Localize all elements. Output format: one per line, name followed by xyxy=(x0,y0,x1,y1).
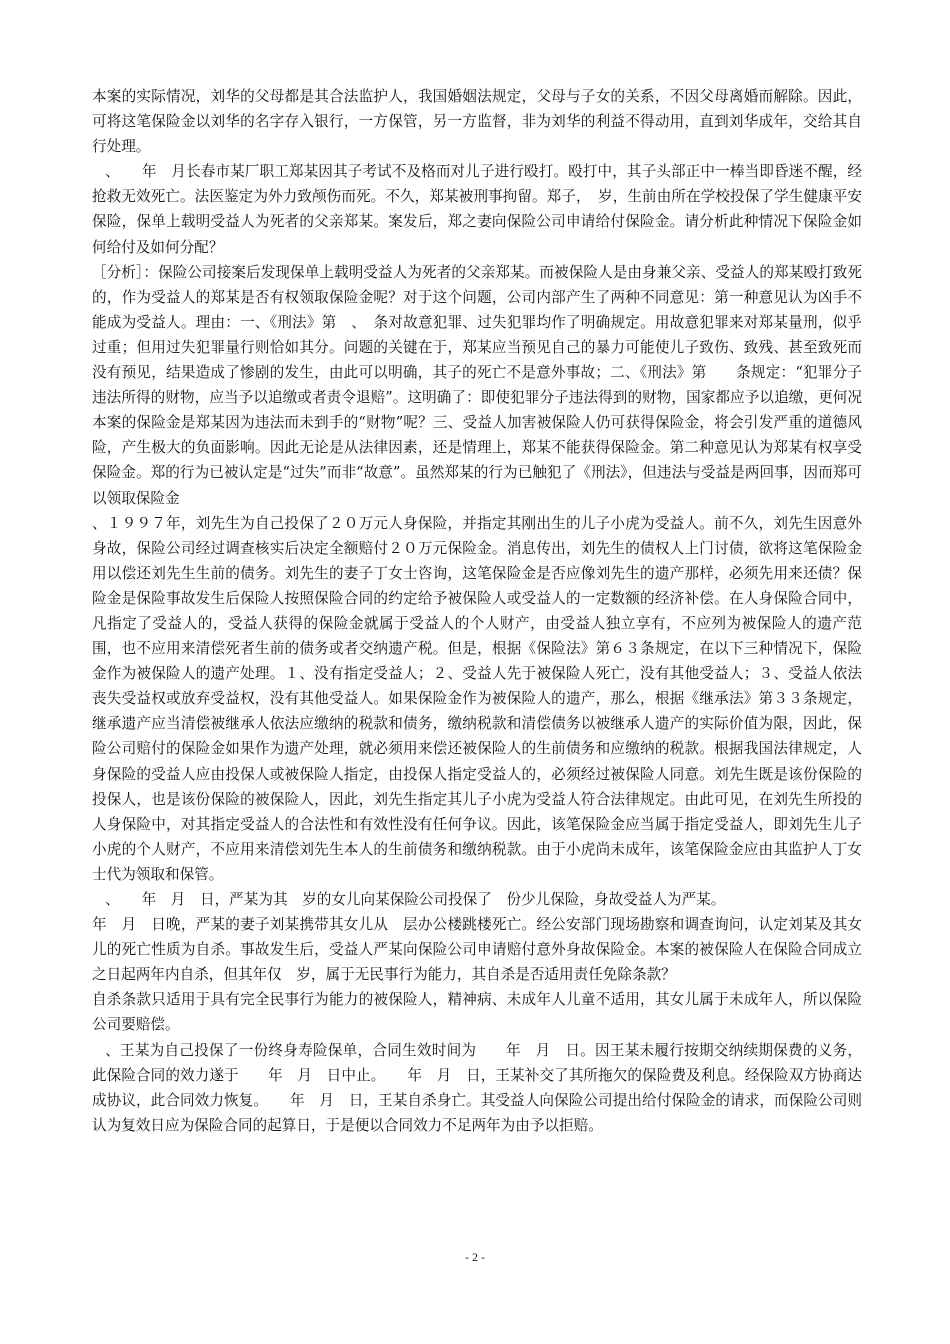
paragraph: 、 年 月长春市某厂职工郑某因其子考试不及格而对儿子进行殴打。殴打中，其子头部正中一棒当即昏迷不醒，经抢救无效死亡。法医鉴定为外力致颅伤而死。不久，郑某被刑事拘留。郑子， 岁，生前由所在学校投保了学生健康平安保险，保单上载明受益人为死者的父亲郑某。案发后，郑之妻向保险公司申请给付保险金。请分析此种情况下保险金如何给付及如何分配？ xyxy=(92,163,862,256)
paragraph: 、王某为自己投保了一份终身寿险保单，合同生效时间为 年 月 日。因王某未履行按期交纳续期保费的义务，此保险合同的效力遂于 年 月 日中止。 年 月 日，王某补交了其所拖欠的保险费及利息。经保险双方协商达成协议，此合同效力恢复。 年 月 日，王某自杀身亡。其受益人向保险公司提出给付保险金的请求，而保险公司则认为复效日应为保险合同的起算日，于是便以合同效力不足两年为由予以拒赔。 xyxy=(92,1041,862,1134)
paragraph: 、１９９７年，刘先生为自己投保了２０万元人身保险，并指定其刚出生的儿子小虎为受益人。前不久，刘先生因意外身故，保险公司经过调查核实后决定全额赔付２０万元保险金。消息传出，刘先生的债权人上门讨债，欲将这笔保险金用以偿还刘先生生前的债务。刘先生的妻子丁女士咨询，这笔保险金是否应像刘先生的遗产那样，必须先用来还债？保险金是保险事故发生后保险人按照保险合同的约定给予被保险人或受益人的一定数额的经济补偿。在人身保险合同中，凡指定了受益人的，受益人获得的保险金就属于受益人的个人财产，由受益人独立享有，不应列为被保险人的遗产范围，也不应用来清偿死者生前的债务或者交纳遗产税。但是，根据《保险法》第６３条规定，在以下三种情况下，保险金作为被保险人的遗产处理。１、没有指定受益人；２、受益人先于被保险人死亡，没有其他受益人；３、受益人依法丧失受益权或放弃受益权，没有其他受益人。如果保险金作为被保险人的遗产，那么，根据《继承法》第３３条规定，继承遗产应当清偿被继承人依法应缴纳的税款和债务，缴纳税款和清偿债务以被继承人遗产的实际价值为限，因此，保险公司赔付的保险金如果作为遗产处理，就必须用来偿还被保险人的生前债务和应缴纳的税款。根据我国法律规定，人身保险的受益人应由投保人或被保险人指定，由投保人指定受益人的，必须经过被保险人同意。刘先生既是该份保险的投保人，也是该份保险的被保险人，因此，刘先生指定其儿子小虎为受益人符合法律规定。由此可见，在刘先生所投的人身保险中，对其指定受益人的合法性和有效性没有任何争议。因此，该笔保险金应当属于指定受益人，即刘先生儿子小虎的个人财产，不应用来清偿刘先生本人的生前债务和缴纳税款。由于小虎尚未成年，该笔保险金应由其监护人丁女士代为领取和保管。 xyxy=(92,514,862,883)
paragraph: 年 月 日晚，严某的妻子刘某携带其女儿从 层办公楼跳楼死亡。经公安部门现场勘察和调查询问，认定刘某及其女儿的死亡性质为自杀。事故发生后，受益人严某向保险公司申请赔付意外身故保险金。本案的被保险人在保险合同成立之日起两年内自杀，但其年仅 岁，属于无民事行为能力，其自杀是否适用责任免除条款？ xyxy=(92,916,862,984)
document-body xyxy=(92,84,862,1138)
paragraph: 、 年 月 日，严某为其 岁的女儿向某保险公司投保了 份少儿保险，身故受益人为严某。 xyxy=(105,891,726,908)
page-number: - 2 - xyxy=(465,1250,485,1264)
paragraph: ［分析］：保险公司接案后发现保单上载明受益人为死者的父亲郑某。而被保险人是由身兼父亲、受益人的郑某殴打致死的，作为受益人的郑某是否有权领取保险金呢？对于这个问题，公司内部产生了两种不同意见：第一种意见认为凶手不能成为受益人。理由：一、《刑法》第 、 条对故意犯罪、过失犯罪均作了明确规定。用故意犯罪来对郑某量刑，似乎过重；但用过失犯罪量行则恰如其分。问题的关键在于，郑某应当预见自己的暴力可能使儿子致伤、致残、甚至致死而没有预见，结果造成了惨剧的发生，由此可以明确，其子的死亡不是意外事故；二、《刑法》第 条规定：“犯罪分子违法所得的财物，应当予以追缴或者责令退赔”。这明确了：即使犯罪分子违法得到的财物，国家都应予以追缴，更何况本案的保险金是郑某因为违法而未到手的“财物”呢？三、受益人加害被保险人仍可获得保险金，将会引发严重的道德风险，产生极大的负面影响。因此无论是从法律因素，还是情理上，郑某不能获得保险金。第二种意见认为郑某有权享受保险金。郑的行为已被认定是“过失”而非“故意”。虽然郑某的行为已触犯了《刑法》，但违法与受益是两回事，因而郑可以领取保险金 xyxy=(92,263,862,507)
paragraph: 本案的实际情况，刘华的父母都是其合法监护人，我国婚姻法规定，父母与子女的关系，不因父母离婚而解除。因此，可将这笔保险金以刘华的名字存入银行，一方保管，另一方监督，非为刘华的利益不得动用，直到刘华成年，交给其自行处理。 xyxy=(92,88,862,156)
paragraph: 自杀条款只适用于具有完全民事行为能力的被保险人，精神病、未成年人儿童不适用，其女儿属于未成年人，所以保险公司要赔偿。 xyxy=(92,991,862,1034)
